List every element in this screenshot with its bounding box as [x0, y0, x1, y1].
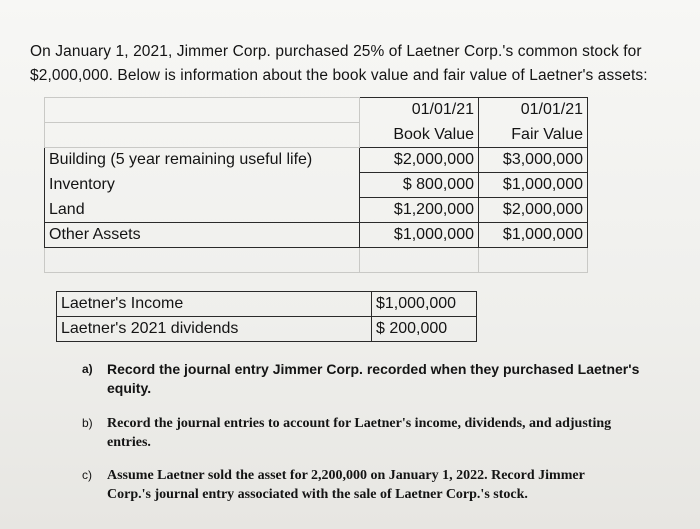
row-label: Building (5 year remaining useful life) — [45, 148, 360, 173]
row-book-value: $1,200,000 — [360, 198, 479, 223]
income-label: Laetner's Income — [57, 292, 372, 317]
question-c-line-2: Corp.'s journal entry associated with the sale of Laetner Corp.'s stock. — [107, 487, 528, 502]
income-value: $1,000,000 — [372, 292, 477, 317]
asset-value-table — [44, 97, 588, 273]
row-label: Inventory — [45, 173, 360, 198]
table-header-label-row — [45, 123, 588, 148]
question-a — [84, 360, 684, 398]
row-fair-value: $1,000,000 — [479, 173, 588, 198]
row-fair-value: $1,000,000 — [479, 223, 588, 248]
question-b-line-1: Record the journal entries to account for Laetner's income, dividends, and adjusting — [107, 416, 612, 431]
header-date-fair: 01/01/21 — [479, 98, 588, 123]
header-date-book: 01/01/21 — [360, 98, 479, 123]
row-fair-value: $3,000,000 — [479, 148, 588, 173]
question-c — [84, 466, 684, 504]
row-label: Land — [45, 198, 360, 223]
intro-line-1: On January 1, 2021, Jimmer Corp. purchased 25% of Laetner Corp.'s common stock for — [30, 43, 642, 60]
table-row — [45, 198, 588, 223]
row-book-value: $1,000,000 — [360, 223, 479, 248]
row-fair-value: $2,000,000 — [479, 198, 588, 223]
header-fair-value: Fair Value — [479, 123, 588, 148]
dividends-value: $ 200,000 — [372, 317, 477, 342]
question-b — [84, 414, 684, 452]
row-book-value: $2,000,000 — [360, 148, 479, 173]
question-c-marker: c) — [82, 468, 92, 482]
header-book-value: Book Value — [360, 123, 479, 148]
income-table — [56, 291, 477, 342]
dividends-label: Laetner's 2021 dividends — [57, 317, 372, 342]
question-b-line-2: entries. — [107, 435, 151, 450]
row-book-value: $ 800,000 — [360, 173, 479, 198]
question-a-line-2: equity. — [107, 380, 152, 396]
question-c-line-1: Assume Laetner sold the asset for 2,200,000 on January 1, 2022. Record Jimmer — [107, 468, 585, 483]
question-b-marker: b) — [82, 416, 93, 430]
table-row — [45, 173, 588, 198]
table-row — [57, 317, 477, 342]
question-a-marker: a) — [82, 362, 93, 376]
table-row — [57, 292, 477, 317]
table-header-date-row — [45, 98, 588, 123]
table-row — [45, 223, 588, 248]
row-label: Other Assets — [45, 223, 360, 248]
question-a-line-1: Record the journal entry Jimmer Corp. recorded when they purchased Laetner's — [107, 361, 640, 377]
problem-intro — [30, 40, 690, 88]
table-row — [45, 148, 588, 173]
intro-line-2: $2,000,000. Below is information about the book value and fair value of Laetner's assets: — [30, 67, 648, 84]
table-spacer-row — [45, 248, 588, 273]
